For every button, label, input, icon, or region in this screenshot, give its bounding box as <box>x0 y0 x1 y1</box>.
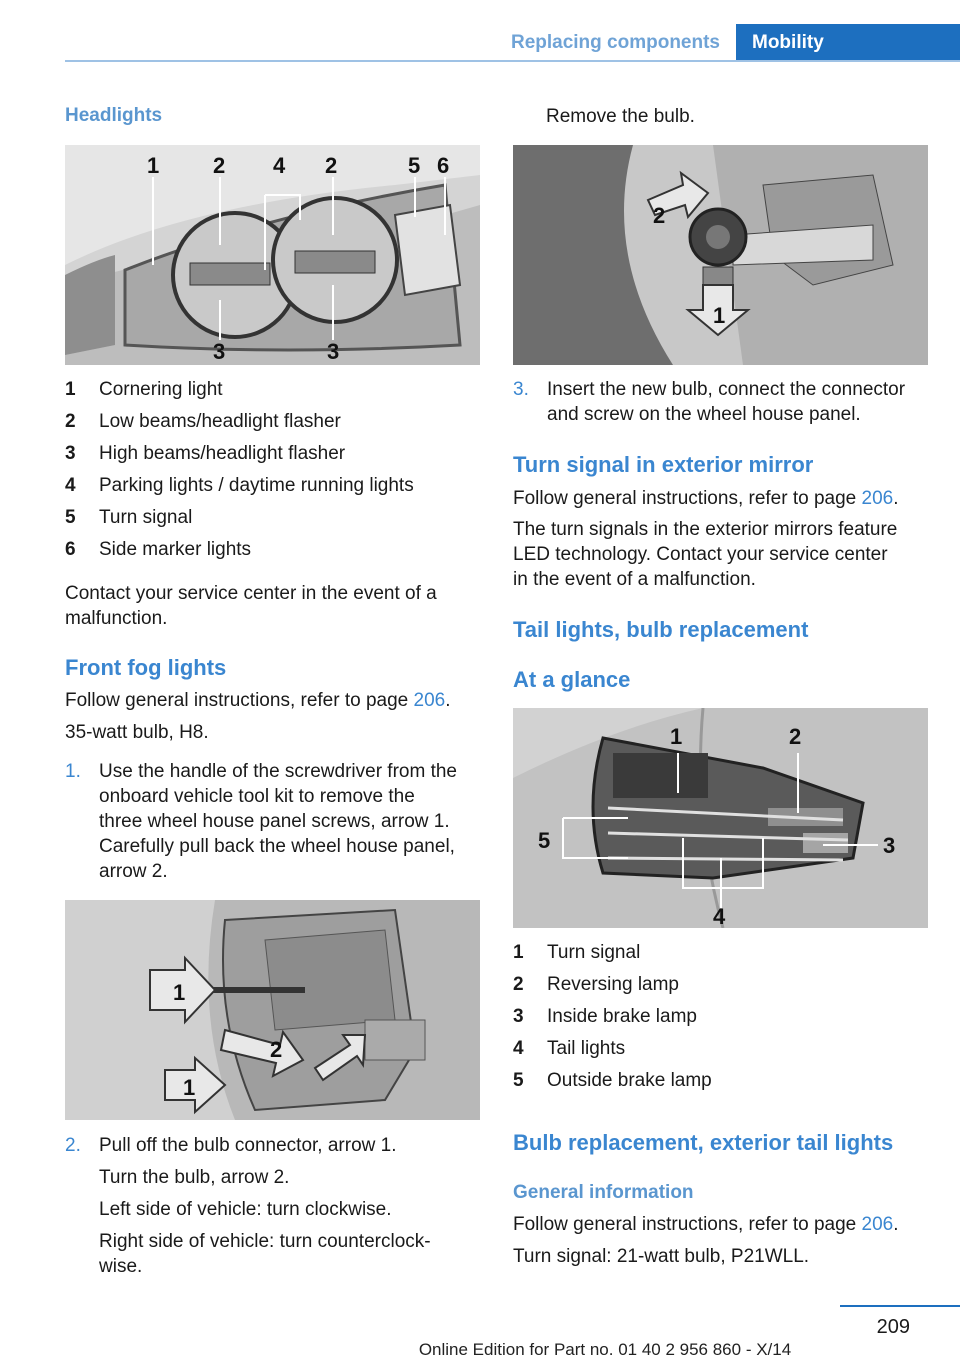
headlight-callout-2b: 2 <box>325 153 338 178</box>
list-item <box>65 374 480 406</box>
page-link[interactable]: 206 <box>861 1214 894 1235</box>
legend-label: Outside brake lamp <box>547 1070 712 1091</box>
legend-label: Turn signal <box>547 942 641 963</box>
mirror-follow-line <box>513 486 953 511</box>
mirror-led-paragraph <box>513 517 953 592</box>
headlight-callout-4: 4 <box>273 153 286 178</box>
panel-callout-2: 2 <box>270 1037 283 1062</box>
headlight-callout-2a: 2 <box>213 153 226 178</box>
headlight-callout-5: 5 <box>408 153 421 178</box>
legend-label: Parking lights / daytime running lights <box>99 475 414 496</box>
header-section-title: Replacing components <box>510 32 720 53</box>
list-item <box>513 1001 928 1033</box>
fog-bulb-spec: 35‑watt bulb, H8. <box>65 722 209 743</box>
fog-lights-title: Front fog lights <box>65 655 227 680</box>
legend-number: 2 <box>65 411 76 432</box>
general-follow-line <box>513 1212 953 1237</box>
step-2 <box>65 1133 480 1279</box>
follow-text: Follow general instructions, refer to page <box>65 690 414 711</box>
tail-callout-2: 2 <box>789 724 802 749</box>
text-line: malfunction. <box>65 608 168 629</box>
headlight-legend <box>65 374 480 566</box>
headlight-callout-6: 6 <box>437 153 450 178</box>
wheel-house-panel-figure <box>65 900 480 1120</box>
remove-bulb-text: Remove the bulb. <box>546 106 695 127</box>
panel-callout-1a: 1 <box>173 980 186 1005</box>
legend-label: Reversing lamp <box>547 974 679 995</box>
header-divider <box>65 60 960 62</box>
headlight-callout-3b: 3 <box>327 339 340 364</box>
contact-paragraph <box>65 581 480 631</box>
text-line: arrow 2. <box>99 861 168 882</box>
legend-number: 4 <box>65 475 76 496</box>
follow-text: Follow general instructions, refer to page <box>513 1214 862 1235</box>
text-line: Contact your service center in the event of a <box>65 583 437 604</box>
list-item <box>513 1065 928 1097</box>
tail-callout-4: 4 <box>713 904 726 928</box>
step-number: 1. <box>65 761 81 782</box>
legend-number: 5 <box>65 507 76 528</box>
text-line: and screw on the wheel house panel. <box>547 404 861 425</box>
text-line: onboard vehicle tool kit to remove the <box>99 786 415 807</box>
headlight-callout-1: 1 <box>147 153 160 178</box>
legend-number: 3 <box>513 1006 524 1027</box>
tail-callout-3: 3 <box>883 833 896 858</box>
tail-lights-figure <box>513 708 928 928</box>
bulb-callout-2: 2 <box>653 203 666 228</box>
turn-signal-bulb-spec: Turn signal: 21‑watt bulb, P21WLL. <box>513 1246 810 1267</box>
legend-number: 4 <box>513 1038 524 1059</box>
mirror-turn-signal-title: Turn signal in exterior mirror <box>513 452 814 477</box>
list-item <box>65 534 480 566</box>
legend-label: Tail lights <box>547 1038 626 1059</box>
text-line: Pull off the bulb connector, arrow 1. <box>99 1135 397 1156</box>
edition-footer: Online Edition for Part no. 01 40 2 956 860 - X/14 <box>418 1340 792 1359</box>
legend-number: 6 <box>65 539 76 560</box>
legend-label: Side marker lights <box>99 539 252 560</box>
text-line: Left side of vehicle: turn clockwise. <box>99 1199 392 1220</box>
tail-callout-5: 5 <box>538 828 551 853</box>
tail-callout-1: 1 <box>670 724 683 749</box>
legend-label: Inside brake lamp <box>547 1006 697 1027</box>
legend-number: 5 <box>513 1070 524 1091</box>
text-line: Turn the bulb, arrow 2. <box>99 1167 290 1188</box>
follow-end: . <box>445 690 451 711</box>
list-item <box>65 502 480 534</box>
footer-divider <box>840 1305 960 1307</box>
list-item <box>513 1033 928 1065</box>
at-a-glance-title: At a glance <box>513 667 631 692</box>
list-item <box>65 470 480 502</box>
bulb-removal-figure <box>513 145 928 365</box>
follow-text: Follow general instructions, refer to page <box>513 488 862 509</box>
bulb-callout-1: 1 <box>713 303 726 328</box>
text-line: Right side of vehicle: turn counterclock‑ <box>99 1231 431 1252</box>
text-line: Use the handle of the screwdriver from the <box>99 761 458 782</box>
list-item <box>513 969 928 1001</box>
list-item <box>513 937 928 969</box>
header-chapter-tab[interactable]: Mobility <box>736 24 960 62</box>
text-line: three wheel house panel screws, arrow 1. <box>99 811 450 832</box>
step-1 <box>65 759 480 884</box>
headlights-figure <box>65 145 480 365</box>
step-3 <box>513 377 943 427</box>
page-link[interactable]: 206 <box>861 488 894 509</box>
tail-lights-title: Tail lights, bulb replacement <box>513 617 809 642</box>
follow-end: . <box>893 488 899 509</box>
text-line: Carefully pull back the wheel house panel, <box>99 836 455 857</box>
tail-lights-legend <box>513 937 928 1097</box>
list-item <box>65 438 480 470</box>
legend-label: High beams/headlight flasher <box>99 443 346 464</box>
text-line: wise. <box>99 1256 143 1277</box>
legend-label: Cornering light <box>99 379 223 400</box>
page-number: 209 <box>876 1316 910 1338</box>
legend-number: 2 <box>513 974 524 995</box>
legend-number: 3 <box>65 443 76 464</box>
text-line: The turn signals in the exterior mirrors feature <box>513 519 898 540</box>
fog-follow-line <box>65 688 480 713</box>
headlights-title: Headlights <box>65 105 163 126</box>
legend-label: Low beams/headlight flasher <box>99 411 341 432</box>
headlight-callout-3a: 3 <box>213 339 226 364</box>
text-line: LED technology. Contact your service center <box>513 544 888 565</box>
bulb-replacement-exterior-title: Bulb replacement, exterior tail lights <box>513 1130 894 1155</box>
page-link[interactable]: 206 <box>413 690 446 711</box>
text-line: Insert the new bulb, connect the connector <box>547 379 906 400</box>
follow-end: . <box>893 1214 899 1235</box>
general-information-title: General information <box>513 1182 694 1203</box>
panel-callout-1b: 1 <box>183 1075 196 1100</box>
legend-number: 1 <box>65 379 76 400</box>
step-number: 2. <box>65 1135 81 1156</box>
text-line: in the event of a malfunction. <box>513 569 756 590</box>
list-item <box>65 406 480 438</box>
step-number: 3. <box>513 379 529 400</box>
legend-number: 1 <box>513 942 524 963</box>
legend-label: Turn signal <box>99 507 193 528</box>
